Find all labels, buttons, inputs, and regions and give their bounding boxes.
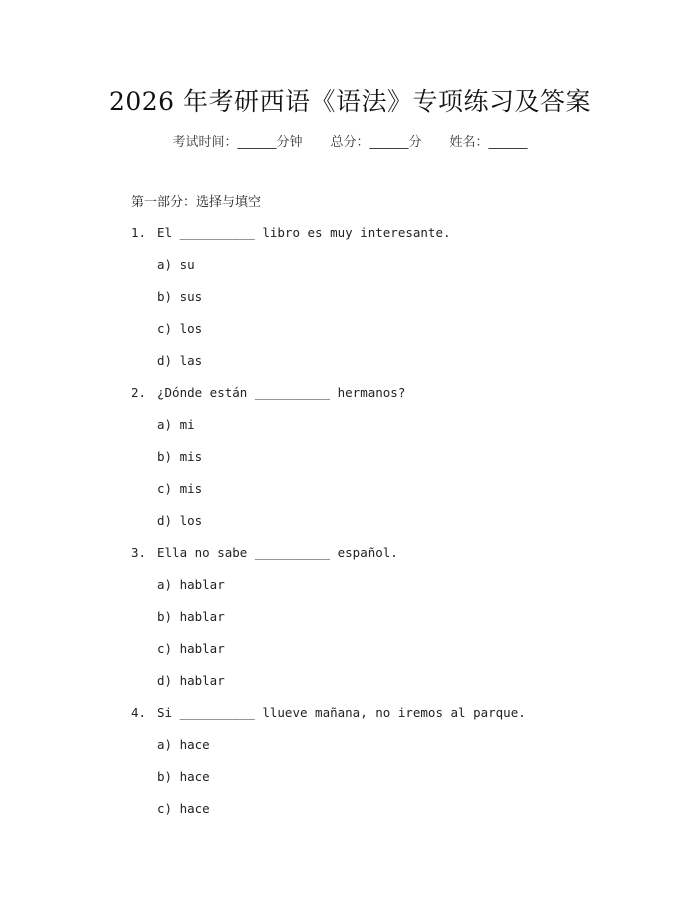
question-number: 1. bbox=[131, 225, 147, 240]
question-list bbox=[131, 223, 671, 831]
question-stem: Ella no sabe __________ español. bbox=[157, 545, 398, 560]
question-number: 2. bbox=[131, 385, 147, 400]
exam-time-field: 考试时间：______分钟 bbox=[172, 135, 303, 150]
option-3d: d) hablar bbox=[157, 673, 225, 688]
option-1a: a) su bbox=[157, 257, 195, 272]
question-1 bbox=[131, 223, 671, 255]
question-stem: El __________ libro es muy interesante. bbox=[157, 225, 451, 240]
question-stem: ¿Dónde están __________ hermanos? bbox=[157, 385, 406, 400]
option-2c: c) mis bbox=[157, 481, 203, 496]
option-1c: c) los bbox=[157, 321, 203, 336]
question-4 bbox=[131, 703, 671, 735]
option-2b: b) mis bbox=[157, 449, 203, 464]
option-2d: d) los bbox=[157, 513, 203, 528]
page-title: 2026 年考研西语《语法》专项练习及答案 bbox=[108, 87, 592, 116]
option-4b: b) hace bbox=[157, 769, 210, 784]
question-3 bbox=[131, 543, 671, 575]
option-4a: a) hace bbox=[157, 737, 210, 752]
section-title: 第一部分：选择与填空 bbox=[131, 195, 262, 210]
name-field: 姓名：______ bbox=[449, 135, 528, 150]
option-2a: a) mi bbox=[157, 417, 195, 432]
question-2 bbox=[131, 383, 671, 415]
option-1b: b) sus bbox=[157, 289, 203, 304]
option-1d: d) las bbox=[157, 353, 203, 368]
option-3c: c) hablar bbox=[157, 641, 225, 656]
option-3b: b) hablar bbox=[157, 609, 225, 624]
total-score-field: 总分：______分 bbox=[330, 135, 422, 150]
question-number: 4. bbox=[131, 705, 147, 720]
option-3a: a) hablar bbox=[157, 577, 225, 592]
exam-meta bbox=[0, 131, 700, 150]
question-stem: Si __________ llueve mañana, no iremos al parque. bbox=[157, 705, 526, 720]
question-number: 3. bbox=[131, 545, 147, 560]
option-4c: c) hace bbox=[157, 801, 210, 816]
